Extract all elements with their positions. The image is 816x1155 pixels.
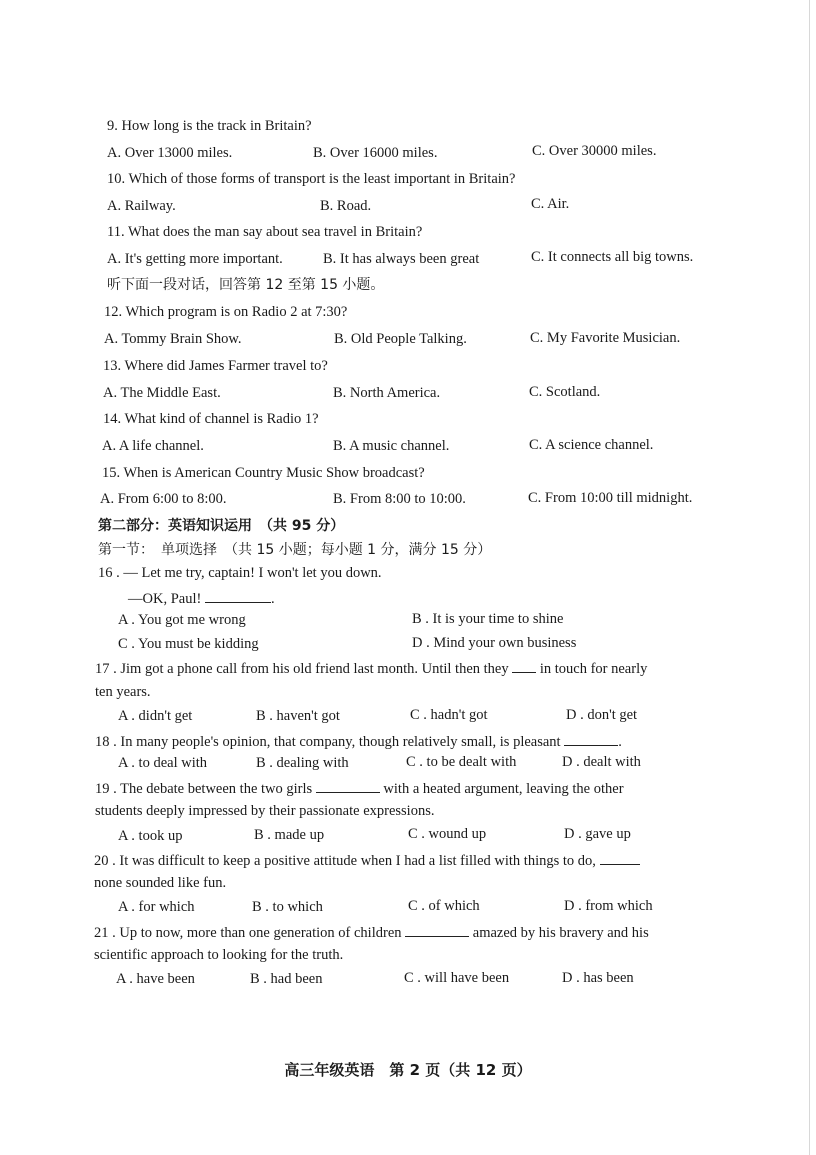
question-9-stem: 9. How long is the track in Britain?: [107, 118, 312, 134]
question-16-option-d: D . Mind your own business: [412, 635, 577, 651]
question-16-line1: 16 . — Let me try, captain! I won't let you down.: [98, 565, 382, 581]
question-12-option-b: B. Old People Talking.: [334, 331, 467, 347]
question-13-option-a: A. The Middle East.: [103, 385, 221, 401]
question-20-option-a: A . for which: [118, 899, 195, 915]
question-21-option-d: D . has been: [562, 970, 634, 986]
question-16-option-b: B . It is your time to shine: [412, 611, 564, 627]
question-17-text-b: in touch for nearly: [539, 661, 648, 677]
question-20-text: 20 . It was difficult to keep a positive attitude when I had a list filled with things to do,: [94, 853, 596, 869]
question-20-option-c: C . of which: [408, 898, 480, 914]
question-20-line2: none sounded like fun.: [94, 875, 227, 891]
question-17-text-a: 17 . Jim got a phone call from his old friend last month. Until then they: [95, 661, 509, 677]
answer-blank: [512, 658, 536, 673]
question-11-option-c: C. It connects all big towns.: [531, 249, 694, 265]
question-14-option-c: C. A science channel.: [529, 437, 654, 453]
question-16-period: .: [270, 591, 275, 607]
question-12-option-a: A. Tommy Brain Show.: [104, 331, 242, 347]
question-18-option-d: D . dealt with: [562, 754, 641, 770]
question-17-line1: [95, 658, 647, 678]
question-21-line2: scientific approach to looking for the truth.: [94, 947, 344, 963]
question-13-stem: 13. Where did James Farmer travel to?: [103, 358, 328, 374]
question-18-text-a: 18 . In many people's opinion, that company, though relatively small, is pleasant: [95, 734, 561, 750]
instruction-12-15: 听下面一段对话，回答第 12 至第 15 小题。: [107, 277, 385, 293]
question-19-text-a: 19 . The debate between the two girls: [95, 781, 313, 797]
answer-blank: [564, 731, 618, 746]
question-20-option-b: B . to which: [252, 899, 323, 915]
question-19-option-d: D . gave up: [564, 826, 631, 842]
question-21-text-a: 21 . Up to now, more than one generation of children: [94, 925, 402, 941]
question-21-line1: [94, 922, 649, 942]
question-19-line1: [95, 778, 624, 798]
question-14-stem: 14. What kind of channel is Radio 1?: [103, 411, 319, 427]
question-9-option-a: A. Over 13000 miles.: [107, 145, 233, 161]
question-18-line1: [95, 731, 622, 751]
question-11-option-a: A. It's getting more important.: [107, 251, 283, 267]
question-19-line2: students deeply impressed by their passionate expressions.: [95, 803, 435, 819]
question-16-line2: [128, 588, 275, 608]
question-10-option-c: C. Air.: [531, 196, 570, 212]
question-21-option-c: C . will have been: [404, 970, 510, 986]
question-20-option-d: D . from which: [564, 898, 653, 914]
question-19-text-b: with a heated argument, leaving the other: [383, 781, 624, 797]
question-14-option-a: A. A life channel.: [102, 438, 204, 454]
question-21-option-a: A . have been: [116, 971, 195, 987]
question-18-option-a: A . to deal with: [118, 755, 208, 771]
question-15-option-a: A. From 6:00 to 8:00.: [100, 491, 227, 507]
question-10-stem: 10. Which of those forms of transport is the least important in Britain?: [107, 171, 516, 187]
question-12-option-c: C. My Favorite Musician.: [530, 330, 681, 346]
answer-blank: [205, 588, 271, 603]
question-19-option-c: C . wound up: [408, 826, 487, 842]
question-17-option-c: C . hadn't got: [410, 707, 488, 723]
question-9-option-c: C. Over 30000 miles.: [532, 143, 657, 159]
question-11-stem: 11. What does the man say about sea travel in Britain?: [107, 224, 423, 240]
question-17-option-a: A . didn't get: [118, 708, 193, 724]
question-17-line2: ten years.: [95, 684, 151, 700]
answer-blank: [405, 922, 469, 937]
question-16-option-c: C . You must be kidding: [118, 636, 259, 652]
question-9-option-b: B. Over 16000 miles.: [313, 145, 438, 161]
question-16-reply: —OK, Paul!: [128, 591, 202, 607]
question-15-option-c: C. From 10:00 till midnight.: [528, 490, 693, 506]
question-17-option-d: D . don't get: [566, 707, 638, 723]
question-13-option-c: C. Scotland.: [529, 384, 601, 400]
part2-heading: 第二部分：英语知识运用 （共 95 分）: [98, 518, 345, 534]
question-19-option-a: A . took up: [118, 828, 183, 844]
question-11-option-b: B. It has always been great: [323, 251, 480, 267]
question-19-option-b: B . made up: [254, 827, 325, 843]
question-18-option-b: B . dealing with: [256, 755, 349, 771]
question-18-option-c: C . to be dealt with: [406, 754, 517, 770]
answer-blank: [600, 850, 640, 865]
question-15-option-b: B. From 8:00 to 10:00.: [333, 491, 466, 507]
question-12-stem: 12. Which program is on Radio 2 at 7:30?: [104, 304, 348, 320]
question-16-option-a: A . You got me wrong: [118, 612, 246, 628]
scan-edge: [809, 0, 810, 1155]
question-15-stem: 15. When is American Country Music Show broadcast?: [102, 465, 425, 481]
question-10-option-b: B. Road.: [320, 198, 372, 214]
section1-heading: 第一节： 单项选择 （共 15 小题；每小题 1 分，满分 15 分）: [98, 542, 492, 558]
question-17-option-b: B . haven't got: [256, 708, 340, 724]
question-14-option-b: B. A music channel.: [333, 438, 450, 454]
page-footer: 高三年级英语 第 2 页（共 12 页）: [284, 1061, 532, 1079]
question-13-option-b: B. North America.: [333, 385, 441, 401]
answer-blank: [316, 778, 380, 793]
question-21-text-b: amazed by his bravery and his: [472, 925, 649, 941]
question-18-period: .: [618, 734, 622, 750]
question-20-line1: [94, 850, 640, 870]
question-10-option-a: A. Railway.: [107, 198, 176, 214]
question-21-option-b: B . had been: [250, 971, 323, 987]
